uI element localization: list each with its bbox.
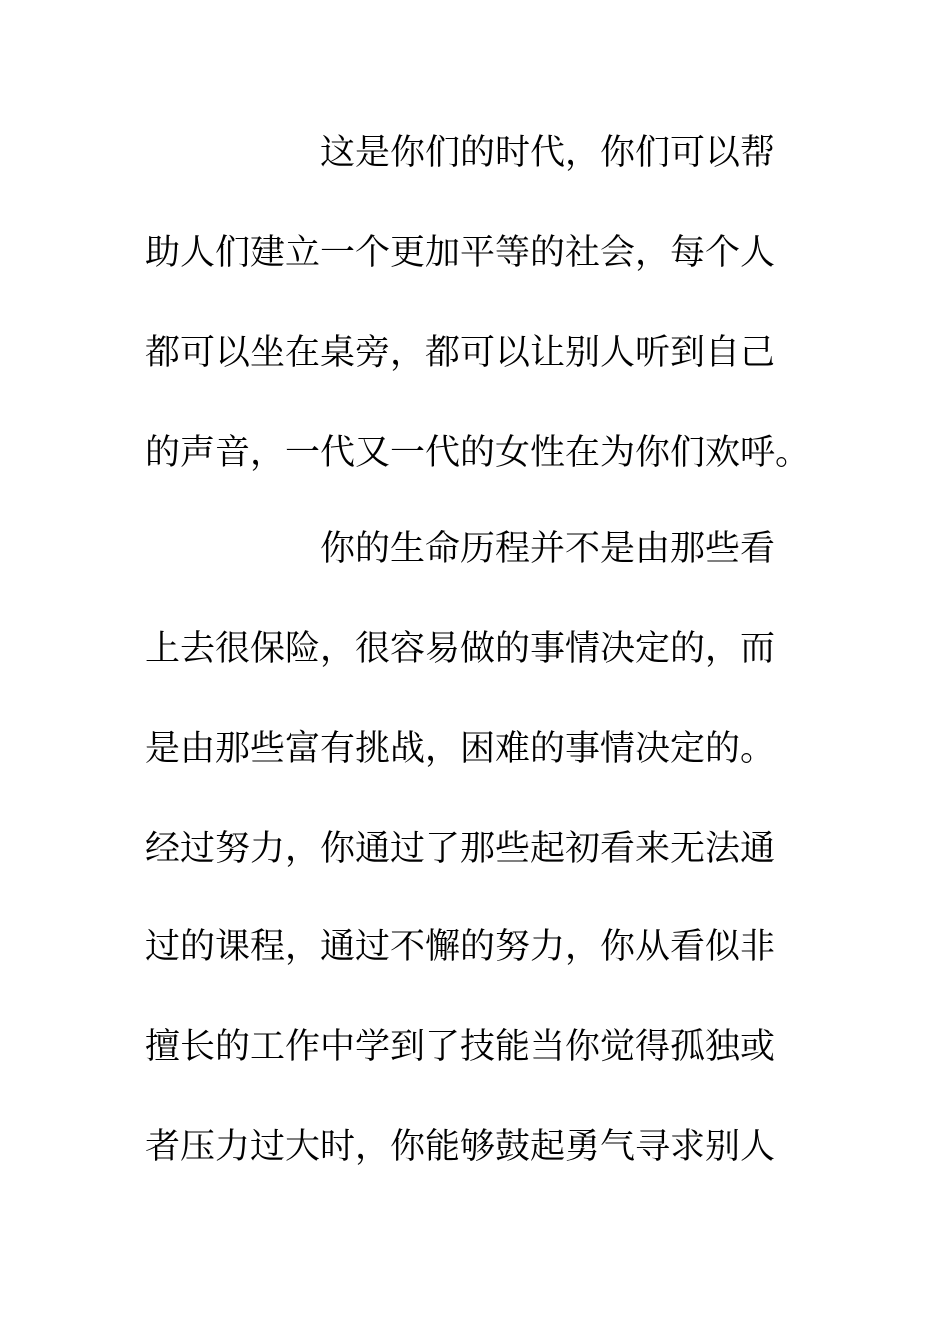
paragraph-1-line-4: 的声音，一代又一代的女性在为你们欢呼。	[145, 433, 811, 473]
paragraph-1-line-3: 都可以坐在桌旁，都可以让别人听到自己	[145, 333, 776, 373]
paragraph-2-line-3: 是由那些富有挑战，困难的事情决定的。	[145, 729, 776, 769]
paragraph-2-line-6: 擅长的工作中学到了技能当你觉得孤独或	[145, 1027, 776, 1067]
paragraph-1-line-2: 助人们建立一个更加平等的社会，每个人	[145, 233, 776, 273]
paragraph-1-line-1: 这是你们的时代，你们可以帮	[320, 133, 776, 173]
paragraph-2-line-7: 者压力过大时，你能够鼓起勇气寻求别人	[145, 1127, 776, 1167]
paragraph-2-line-1: 你的生命历程并不是由那些看	[320, 529, 776, 569]
paragraph-2-line-2: 上去很保险，很容易做的事情决定的，而	[145, 629, 776, 669]
paragraph-2-line-4: 经过努力，你通过了那些起初看来无法通	[145, 829, 776, 869]
paragraph-2-line-5: 过的课程，通过不懈的努力，你从看似非	[145, 927, 776, 967]
